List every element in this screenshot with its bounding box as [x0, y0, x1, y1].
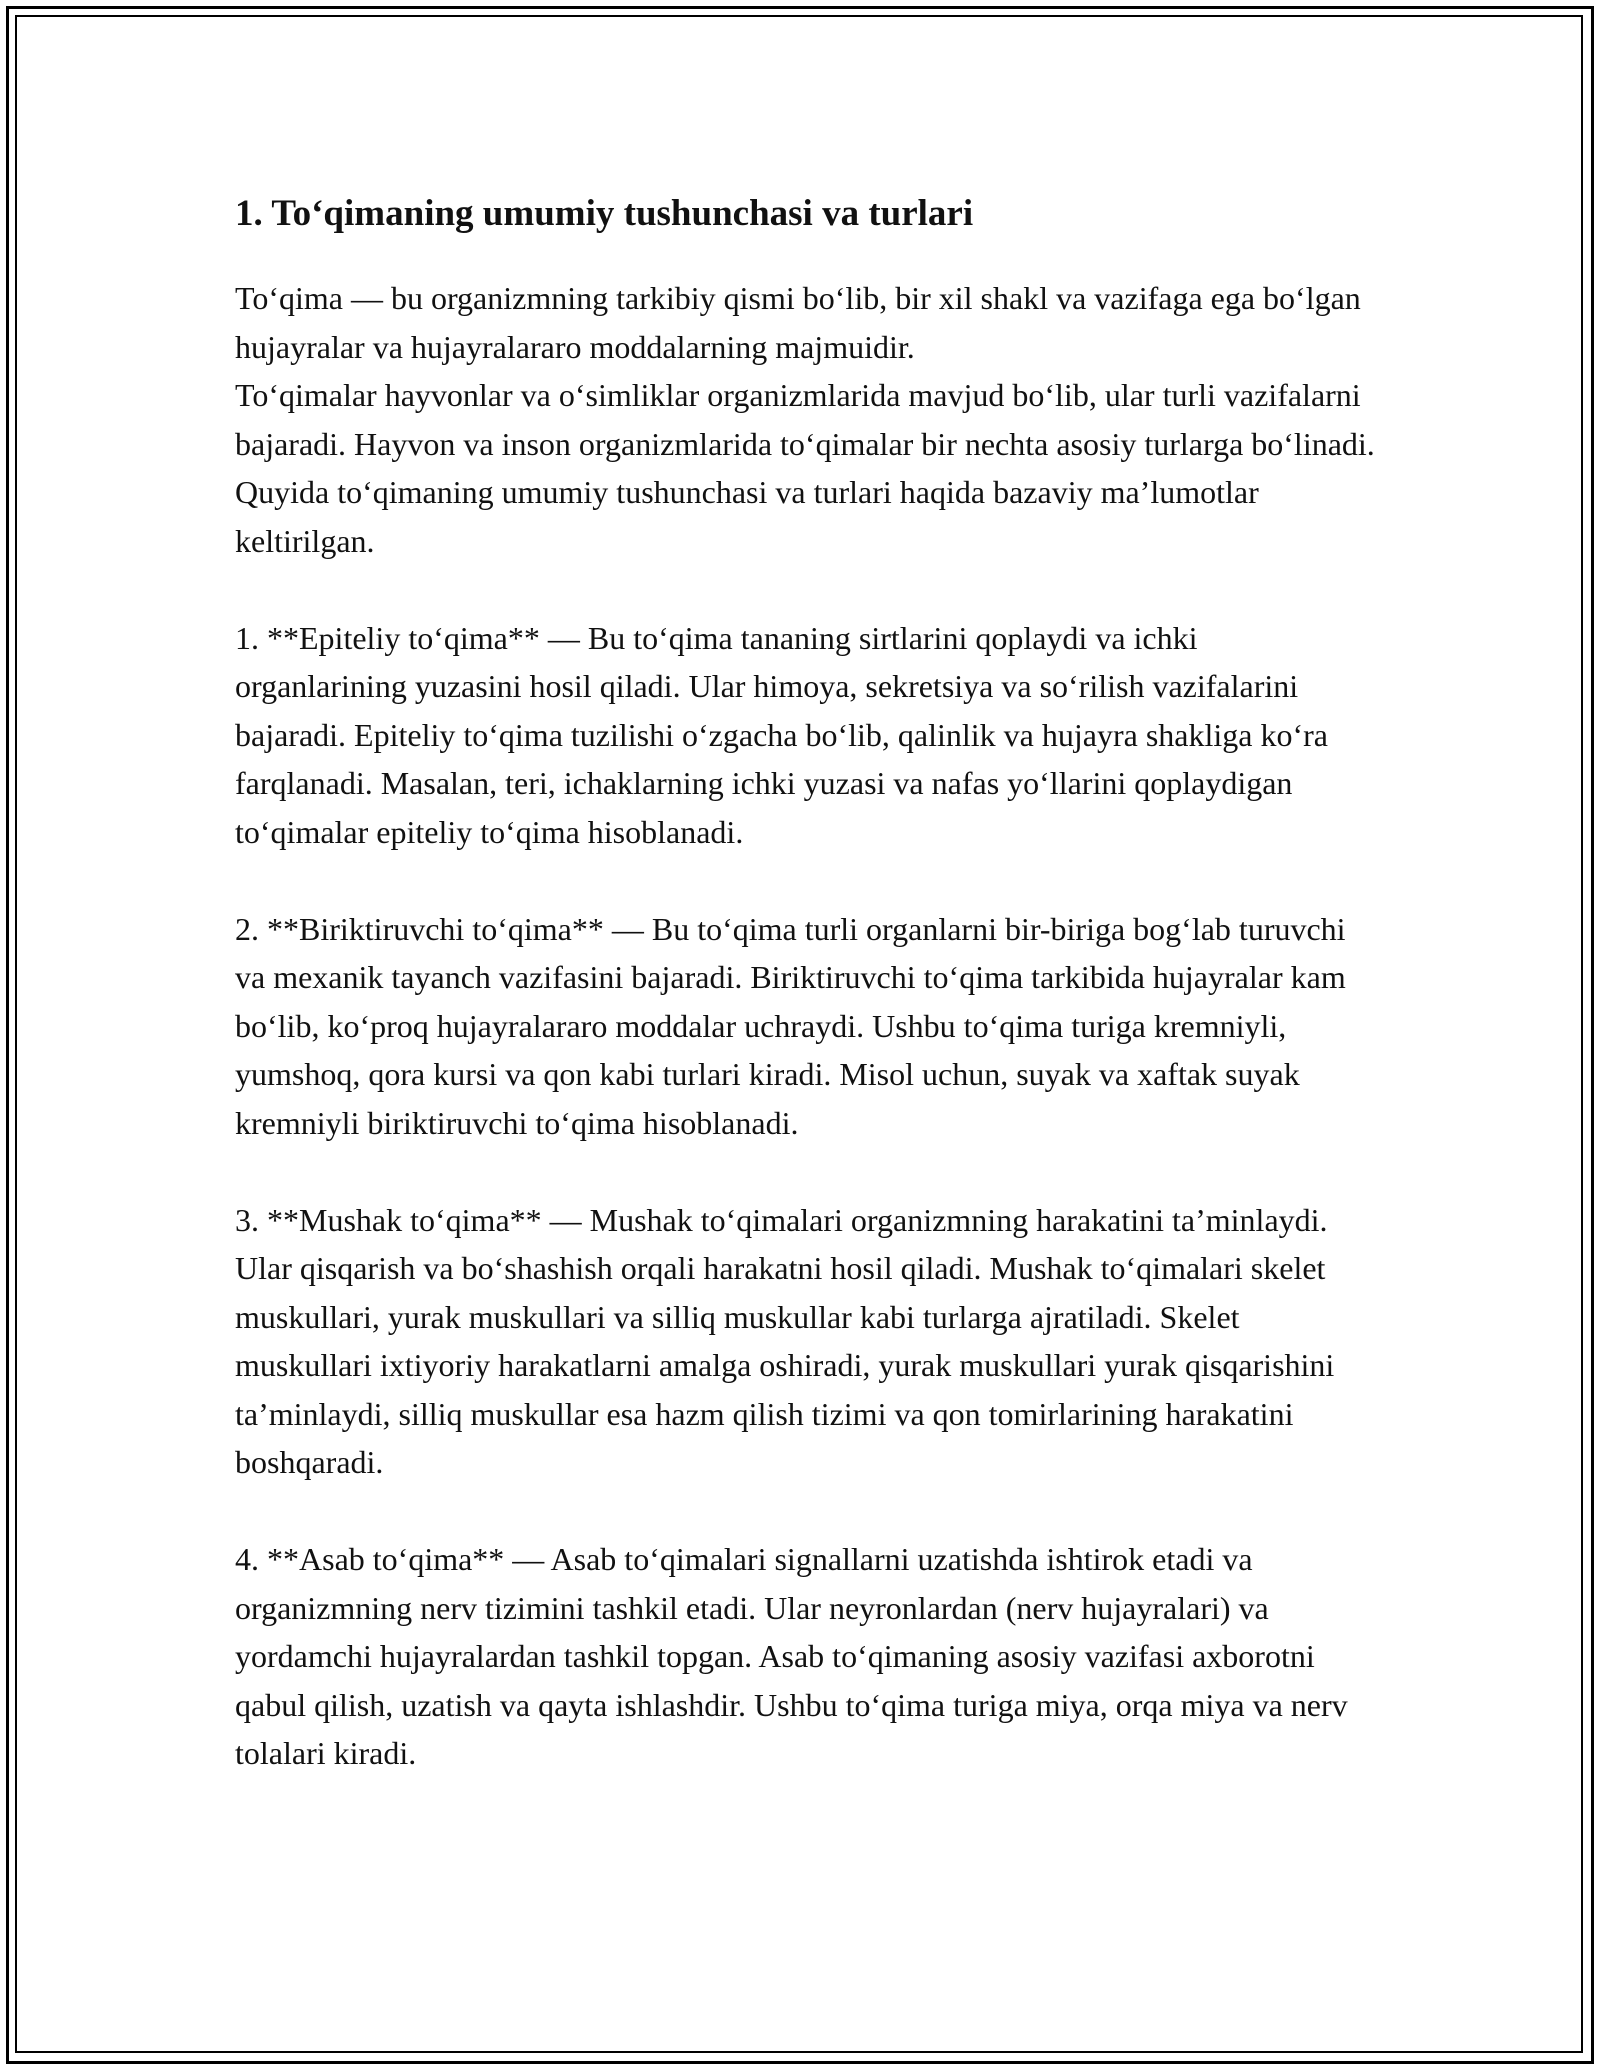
section-heading: 1. To‘qimaning umumiy tushunchasi va turlari	[235, 193, 974, 234]
intro-paragraph-1: To‘qima — bu organizmning tarkibiy qismi bo‘lib, bir xil shakl va vazifaga ega bo‘lgan hujayralar va hujayralararo moddalarning majmuidir.	[235, 280, 1361, 365]
list-item-epithelial: 1. **Epiteliy to‘qima** — Bu to‘qima tananing sirtlarini qoplaydi va ichki organlarining yuzasini hosil qiladi. Ular himoya, sekretsiya va so‘rilish vazifalarini bajaradi. Epiteliy to‘qima tuzilishi o‘zgacha bo‘lib, qalinlik va hujayra shakliga ko‘ra farqlanadi. Masalan, teri, ichaklarning ichki yuzasi va nafas yo‘llarini qoplaydigan to‘qimalar epiteliy to‘qima hisoblanadi.	[235, 619, 1328, 850]
list-item-muscle: 3. **Mushak to‘qima** — Mushak to‘qimalari organizmning harakatini ta’minlaydi. Ular qisqarish va bo‘shashish orqali harakatni hosil qiladi. Mushak to‘qimalari skelet muskullari, yurak muskullari va silliq muskullar kabi turlarga ajratiladi. Skelet muskullari ixtiyoriy harakatlarni amalga oshiradi, yurak muskullari yurak qisqarishini ta’minlaydi, silliq muskullar esa hazm qilish tizimi va qon tomirlarining harakatini boshqaradi.	[235, 1201, 1335, 1480]
list-item-connective: 2. **Biriktiruvchi to‘qima** — Bu to‘qima turli organlarni bir-biriga bog‘lab turuvchi va mexanik tayanch vazifasini bajaradi. Biriktiruvchi to‘qima tarkibida hujayralar kam bo‘lib, ko‘proq hujayralararo moddalar uchraydi. Ushbu to‘qima turiga kremniyli, yumshoq, qora kursi va qon kabi turlari kiradi. Misol uchun, suyak va xaftak suyak kremniyli biriktiruvchi to‘qima hisoblanadi.	[235, 910, 1346, 1141]
document-body	[235, 188, 1375, 1778]
intro-paragraph-2: To‘qimalar hayvonlar va o‘simliklar organizmlarida mavjud bo‘lib, ular turli vazifalarni bajaradi. Hayvon va inson organizmlarida to‘qimalar bir nechta asosiy turlarga bo‘linadi. Quyida to‘qimaning umumiy tushunchasi va turlari haqida bazaviy ma’lumotlar keltirilgan.	[235, 377, 1375, 559]
list-item-nervous: 4. **Asab to‘qima** — Asab to‘qimalari signallarni uzatishda ishtirok etadi va organizmning nerv tizimini tashkil etadi. Ular neyronlardan (nerv hujayralari) va yordamchi hujayralardan tashkil topgan. Asab to‘qimaning asosiy vazifasi axborotni qabul qilish, uzatish va qayta ishlashdir. Ushbu to‘qima turiga miya, orqa miya va nerv tolalari kiradi.	[235, 1541, 1348, 1771]
